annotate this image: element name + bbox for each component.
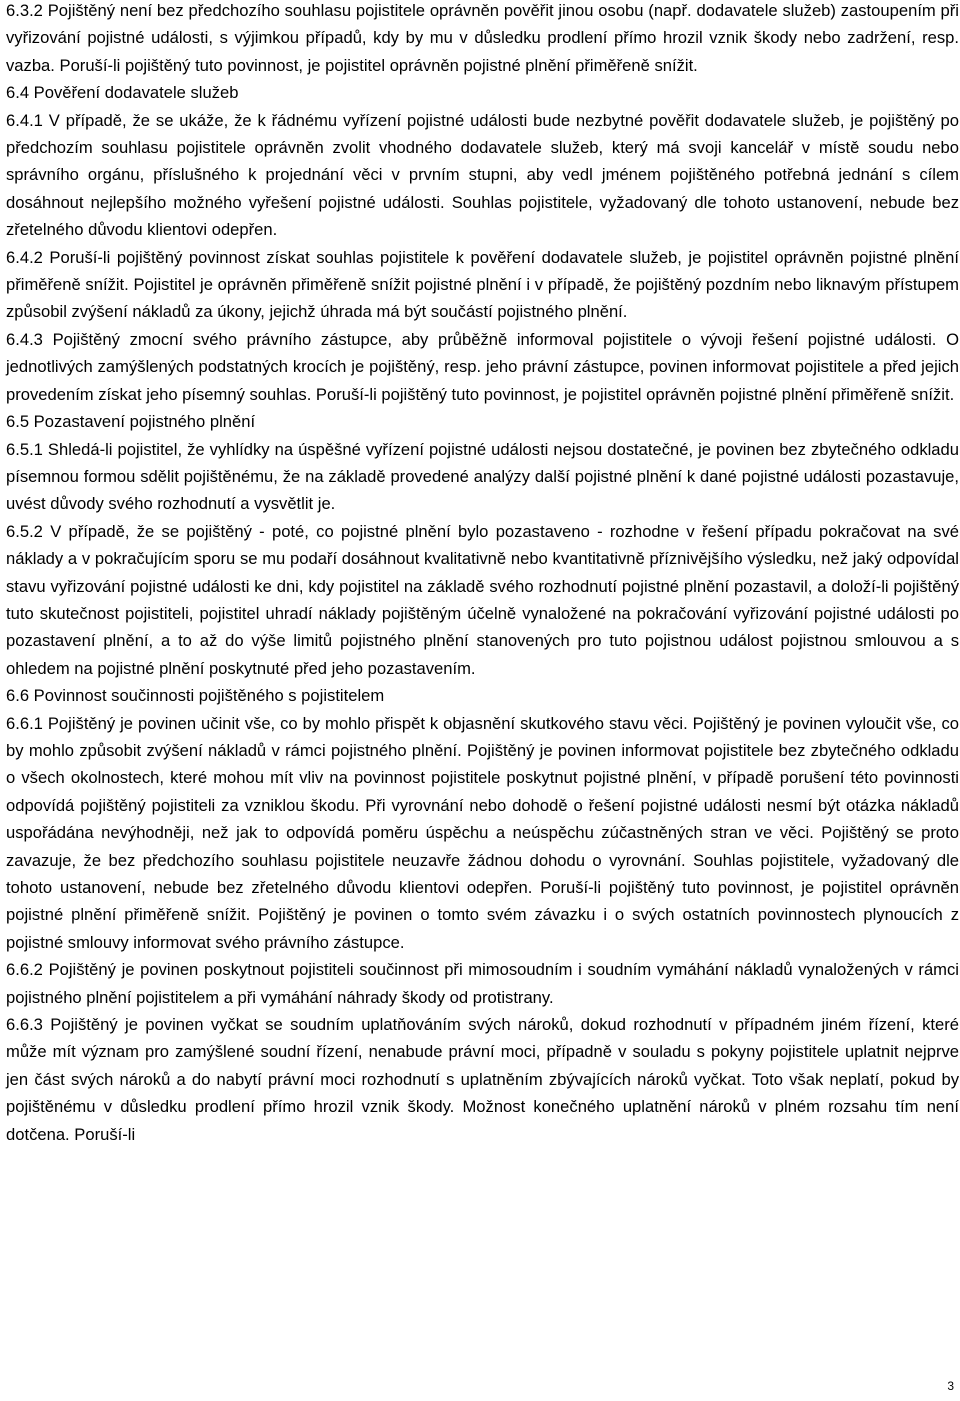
paragraph-6-4-2: 6.4.2 Poruší-li pojištěný povinnost získat souhlas pojistitele k pověření dodavatele služeb, je pojistitel oprávněn pojistné plnění přiměřeně snížit. Pojistitel je oprávněn přiměřeně snížit pojistné plnění i v případě, že pojištěný pozdním nebo liknavým přístupem způsobil zvýšení nákladů za úkony, jejichž úhrada má být součástí pojistného plnění. — [6, 247, 959, 322]
section-heading-6-5: 6.5 Pozastavení pojistného plnění — [6, 412, 256, 432]
paragraph-6-4-1: 6.4.1 V případě, že se ukáže, že k řádnému vyřízení pojistné události bude nezbytné pověřit dodavatele služeb, je pojištěný po předchozím souhlasu pojistitele oprávněn zvolit vhodného dodavatele služeb, který má svoji kancelář v místě soudu nebo správního orgánu, příslušného k projednání věci v prvním stupni, aby vedl jménem pojištěného potřebná jednání s cílem dosáhnout nejlepšího možného vyřešení pojistné události. Souhlas pojistitele, vyžadovaný dle tohoto ustanovení, nebude bez zřetelného důvodu klientovi odepřen. — [6, 110, 959, 240]
page-number: 3 — [947, 1379, 954, 1393]
paragraph-6-5-2: 6.5.2 V případě, že se pojištěný - poté, co pojistné plnění bylo pozastaveno - rozhodne v řešení případu pokračovat na své náklady a v pokračujícím sporu se mu podaří dosáhnout kvalitativně nebo kvantitativně příznivějšího výsledku, než jaký odpovídal stavu vyřizování pojistné události ke dni, kdy pojistitel na základě svého rozhodnutí pojistné plnění pozastavil, a doloží-li pojištěný tuto skutečnost pojistiteli, pojistitel uhradí náklady pojištěným účelně vynaložené na pokračování vyřizování pojistné události po pozastavení plnění, a to až do výše limitů pojistného plnění stanovených pro tuto pojistnou událost pojistnou smlouvou a s ohledem na pojistné plnění poskytnuté před jeho pozastavením. — [6, 521, 959, 678]
paragraph-6-6-2: 6.6.2 Pojištěný je povinen poskytnout pojistiteli součinnost při mimosoudním i soudním vymáhání nákladů vynaložených v rámci pojistného plnění pojistitelem a při vymáhání náhrady škody od protistrany. — [6, 960, 959, 1007]
section-heading-6-6: 6.6 Povinnost součinnosti pojištěného s pojistitelem — [6, 686, 385, 706]
document-body — [6, 0, 959, 1148]
section-heading-6-4: 6.4 Pověření dodavatele služeb — [6, 83, 239, 103]
paragraph-6-3-2: 6.3.2 Pojištěný není bez předchozího souhlasu pojistitele oprávněn pověřit jinou osobu (např. dodavatele služeb) zastoupením při vyřizování pojistné události, s výjimkou případů, kdy by mu v důsledku prodlení přímo hrozil vznik škody nebo zadržení, resp. vazba. Poruší-li pojištěný tuto povinnost, je pojistitel oprávněn pojistné plnění přiměřeně snížit. — [6, 1, 959, 75]
paragraph-6-6-3: 6.6.3 Pojištěný je povinen vyčkat se soudním uplatňováním svých nároků, dokud rozhodnutí v případném jiném řízení, které může mít význam pro zamýšlené soudní řízení, nenabude právní moci, případně v souladu s pokyny pojistitele uplatnit nejprve jen část svých nároků a do nabytí právní moci rozhodnutí s uplatněním zbývajících nároků vyčkat. Toto však neplatí, pokud by pojištěnému v důsledku prodlení přímo hrozil vznik škody. Možnost konečného uplatnění nároků v plném rozsahu tím není dotčena. Poruší-li — [6, 1015, 959, 1144]
paragraph-6-6-1: 6.6.1 Pojištěný je povinen učinit vše, co by mohlo přispět k objasnění skutkového stavu věci. Pojištěný je povinen vyloučit vše, co by mohlo způsobit zvýšení nákladů v rámci pojistného plnění. Pojištěný je povinen informovat pojistitele bez zbytečného odkladu o všech okolnostech, které mohou mít vliv na povinnost pojistitele poskytnut pojistné plnění, v případě porušení této povinnosti odpovídá pojištěný pojistiteli za vzniklou škodu. Při vyrovnání nebo dohodě o řešení pojistné události nesmí být otázka nákladů uspořádána nevýhodněji, než jak to odpovídá poměru úspěchu a neúspěchu zúčastněných stran ve věci. Pojištěný se proto zavazuje, že bez předchozího souhlasu pojistitele neuzavře žádnou dohodu o vyrovnání. Souhlas pojistitele, vyžadovaný dle tohoto ustanovení, nebude bez zřetelného důvodu klientovi odepřen. Poruší-li pojištěný tuto povinnost, je pojistitel oprávněn pojistné plnění přiměřeně snížit. Pojištěný je povinen o tomto svém závazku i o svých ostatních povinnostech plynoucích z pojistné smlouvy informovat svého právního zástupce. — [6, 713, 959, 952]
paragraph-6-5-1: 6.5.1 Shledá-li pojistitel, že vyhlídky na úspěšné vyřízení pojistné události nejsou dostatečné, je povinen bez zbytečného odkladu písemnou formou sdělit pojištěnému, že na základě provedené analýzy další pojistné plnění k dané pojistné události pozastavuje, uvést důvody svého rozhodnutí a vysvětlit je. — [6, 439, 959, 514]
paragraph-6-4-3: 6.4.3 Pojištěný zmocní svého právního zástupce, aby průběžně informoval pojistitele o vývoji řešení pojistné události. O jednotlivých zamýšlených podstatných krocích je pojištěný, resp. jeho právní zástupce, povinen informovat pojistitele a před jejich provedením získat jeho písemný souhlas. Poruší-li pojištěný tuto povinnost, je pojistitel oprávněn pojistné plnění přiměřeně snížit. — [6, 329, 959, 404]
